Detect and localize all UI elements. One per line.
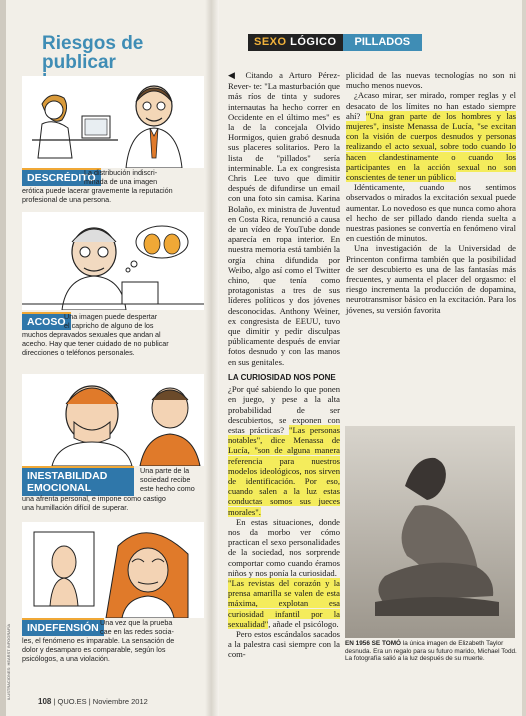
caption-inestabilidad-a xyxy=(140,466,206,493)
illustration-credit: ILUSTRACIONES: HEARST INFOGRAFÍA xyxy=(6,623,11,700)
text-run: ¿Por qué sabiendo lo que ponen en juego, y pese a la alta probabilidad de ser descubiertos, se exponen con estas prácticas? xyxy=(228,384,340,435)
caption-line: este hecho como xyxy=(140,484,195,493)
sidebar-title-line1: Riesgos de publicar xyxy=(42,33,144,73)
illustration-inestabilidad xyxy=(22,374,204,466)
paragraph-situaciones: En estas situaciones, donde nos da morbo ver cómo practican el sexo personalidades de la sociedad, nos sorprende comportar como cuando éramos niños y nos ponía la curiosidad. xyxy=(228,516,340,578)
photo-caption-text: la única imagen de Elizabeth Taylor desnuda. Era un regalo para su futuro marido, Michael Todd. La fotografía salió a la luz después de su muerte. xyxy=(345,640,517,663)
intro-lead: Citando a Arturo Pérez-Rever- xyxy=(228,70,341,92)
arrow-left-icon: ◀ xyxy=(228,71,240,81)
highlighted-quote: "Una gran parte de los hombres y las mujeres", insiste Menassa de Lucía, "se excitan con la visión de cuerpos desnudos y personas realizando el acto sexual, sobre todo cuando lo hacen clandestinamente o cuando los participantes en la acción sexual no son conscientes de tener un público. xyxy=(346,110,516,183)
caption-line: psicólogos, a una violación. xyxy=(22,654,110,663)
caption-descredito-a xyxy=(84,168,204,186)
highlighted-quote: "Las personas notables", dice Menassa de Lucía, "son de alguna manera referencia para nuestros modelos ideológicos, nos sirven de identificación. Por eso, cuando salen a la luz estas conductas somos sus jueces morales". xyxy=(228,424,340,517)
subheading-curiosidad: LA CURIOSIDAD NOS PONE xyxy=(228,372,336,382)
caption-indefension-a xyxy=(100,618,206,636)
photo-elizabeth-taylor xyxy=(345,426,515,638)
highlighted-quote: "Las revistas del corazón y la prensa amarilla se valen de esta máxima, explotan esa curiosidad infantil por la sexualidad" xyxy=(228,577,340,629)
caption-line: profesional de una persona. xyxy=(22,195,112,204)
caption-line: les, el fenómeno es imparable. La sensación de xyxy=(22,636,175,645)
paragraph-acaso xyxy=(346,90,516,182)
caption-line: acecho. Hay que tener cuidado de no publicar xyxy=(22,339,169,348)
photo-caption xyxy=(345,640,517,663)
photo-caption-lead: EN 1956 SE TOMÓ xyxy=(345,640,401,647)
section-tag-logico: LÓGICO xyxy=(290,36,337,48)
label-line: INESTABILIDAD xyxy=(27,470,108,482)
illustration-descredito xyxy=(22,76,204,168)
caption-line: el capricho de alguno de los xyxy=(64,321,154,330)
folio-text: | QUO.ES | Noviembre 2012 xyxy=(53,697,148,706)
page-edge-right xyxy=(522,0,526,716)
page-number: 108 xyxy=(38,697,52,706)
caption-line: direcciones o teléfonos personales. xyxy=(22,348,135,357)
section-tag xyxy=(248,34,343,51)
caption-line: cae en las redes socia- xyxy=(100,627,174,636)
label-line: EMOCIONAL xyxy=(27,482,92,494)
intro-body: te: "La masturbación que más ríos de tinta y sudores internautas ha hecho correr en Occidente en el último mes" es la de la concejala Olvido Hormigos, quien grabó desnuda sus placeres solitarios. Pero la lista de "pillados" sería interminable. La ex congresista Chris Lee tuvo que dimitir después de difundirse un email con una foto sin camisa. Karina Bolaño, ex ministra de Juventud en Costa Rica, renunció a causa de un vídeo de YouTube donde aparecía en ropa interior. En nuestra memoria está también la orgía china difundida por Weibo, algo así como el Twitter chino, que tenía como protagonistas a tres de sus líderes políticos y dos jóvenes desconocidas. Anthony Weiner, ex congresista de EEUU, tuvo que dimitir y pedir disculpas públicamente después de enviar fotos desnudo y con las manos en sus genitales. xyxy=(228,81,340,367)
section-header xyxy=(248,34,422,51)
label-acoso: ACOSO xyxy=(22,312,71,330)
caption-line: erótica puede lacerar gravemente la reputación xyxy=(22,186,173,195)
label-indefension: INDEFENSIÓN xyxy=(22,618,104,636)
page-folio xyxy=(38,697,148,706)
paragraph-investigacion: Una investigación de la Universidad de Princenton confirma también que la posibilidad de ser descubierto es una de las fantasías más frecuentes, y aumenta el placer del orgasmo: el riesgo incrementa la producción de dopamina, neurotransmisor básico en la excitación. Para los jóvenes, su versión favorita xyxy=(346,243,516,315)
caption-line: una afrenta personal, e impone como castigo xyxy=(22,494,166,503)
label-descredito: DESCRÉDITO xyxy=(22,168,101,186)
caption-line: Una vez que la prueba xyxy=(100,618,173,627)
caption-acoso-a xyxy=(64,312,204,330)
caption-indefension-b xyxy=(22,636,204,663)
page-fold xyxy=(205,0,219,716)
text-run: ¿Acaso mirar, ser mirado, romper reglas y el desacato de los límites no han estado siempre ahí? xyxy=(346,90,516,121)
section-tag-sexo: SEXO xyxy=(254,36,287,48)
illustration-acoso xyxy=(22,212,204,310)
paragraph-identicamente: Idénticamente, cuando nos sentimos observados o mirados la excitación sexual puede aumentar. Lo novedoso es que nunca como ahora el hecho de ser pillado dando rienda suelta a nuestras pasiones se convertía en fenómeno viral en cuestión de minutos. xyxy=(346,182,516,244)
caption-line: sociedad recibe xyxy=(140,475,191,484)
caption-line: La distribución indiscri- xyxy=(84,168,158,177)
article-column-1 xyxy=(228,70,340,660)
paragraph-intro xyxy=(228,70,340,367)
caption-acoso-b xyxy=(22,330,204,357)
text-run: , añade el psicólogo. xyxy=(268,618,339,629)
paragraph-curiosidad xyxy=(228,384,340,517)
paragraph-revistas xyxy=(228,578,340,629)
caption-inestabilidad-b xyxy=(22,494,204,512)
caption-descredito-b xyxy=(22,186,204,204)
caption-line: dolor y desamparo es comparable, según los xyxy=(22,645,166,654)
article-column-2 xyxy=(346,70,516,315)
caption-line: Una imagen puede despertar xyxy=(64,312,158,321)
caption-line: Una parte de la xyxy=(140,466,190,475)
caption-line: muchos depravados sexuales que andan al xyxy=(22,330,161,339)
illustration-indefension xyxy=(22,522,204,618)
label-inestabilidad xyxy=(22,466,134,496)
caption-line: una humillación difícil de superar. xyxy=(22,503,129,512)
paragraph-escandalos: Pero estos escándalos sacados a la palestra casi siempre con la com- xyxy=(228,628,340,660)
section-subtag: PILLADOS xyxy=(343,34,423,51)
caption-line: minada de una imagen xyxy=(84,177,158,186)
paragraph-tecnologias: plicidad de las nuevas tecnologías no son ni mucho menos nuevos. xyxy=(346,70,516,91)
